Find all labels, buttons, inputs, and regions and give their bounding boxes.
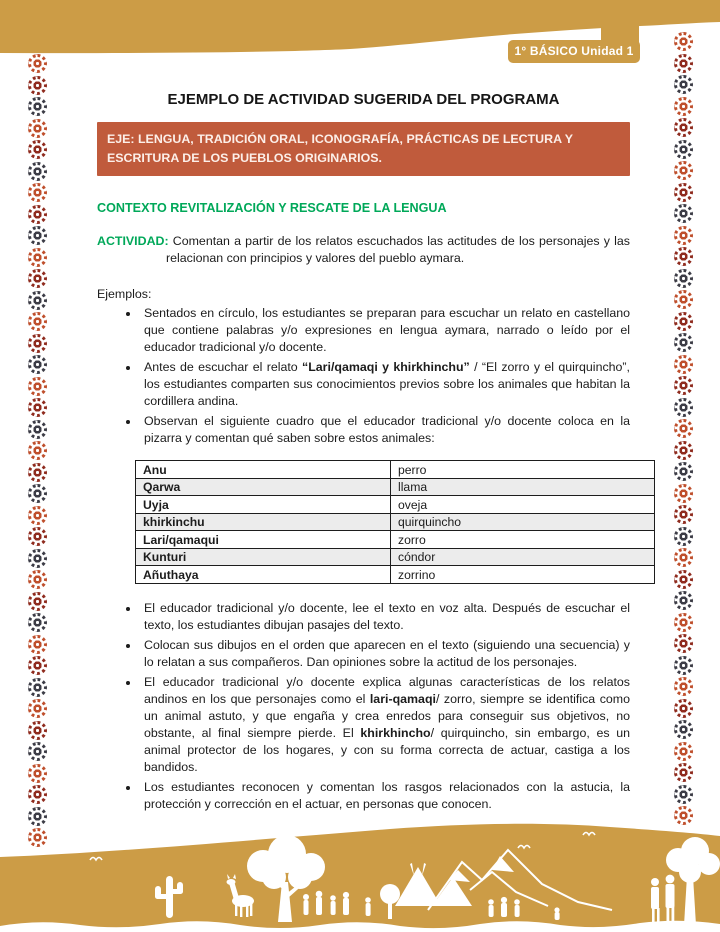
bullet-list-before-table bbox=[97, 305, 630, 447]
rosette-medallion-icon bbox=[674, 204, 693, 223]
aymara-word-cell: Anu bbox=[136, 461, 391, 479]
animal-row bbox=[136, 478, 655, 496]
spanish-word-cell: quirquincho bbox=[391, 513, 655, 531]
rosette-medallion-icon bbox=[674, 527, 693, 546]
bullet-item: • Observan el siguiente cuadro que el educador tradicional y/o docente coloca en la pizarra y comentan qué saben sobre estos animales: bbox=[140, 413, 630, 447]
rosette-medallion-icon bbox=[28, 463, 47, 482]
rosette-medallion-icon bbox=[28, 420, 47, 439]
rosette-medallion-icon bbox=[674, 54, 693, 73]
rosette-medallion-icon bbox=[674, 226, 693, 245]
rosette-medallion-icon bbox=[28, 656, 47, 675]
spanish-word-cell: oveja bbox=[391, 496, 655, 514]
bullet-item: • Antes de escuchar el relato “Lari/qamaqi y khirkhinchu” / “El zorro y el quirquincho”, los estudiantes comparten sus conocimientos previos sobre los animales que habitan la cordillera andina. bbox=[140, 359, 630, 410]
rosette-medallion-icon bbox=[28, 54, 47, 73]
rosette-medallion-icon bbox=[28, 377, 47, 396]
rosette-medallion-icon bbox=[28, 140, 47, 159]
animal-row bbox=[136, 461, 655, 479]
rosette-medallion-icon bbox=[28, 506, 47, 525]
rosette-medallion-icon bbox=[28, 183, 47, 202]
rosette-medallion-icon bbox=[28, 570, 47, 589]
rosette-medallion-icon bbox=[28, 355, 47, 374]
rosette-medallion-icon bbox=[674, 118, 693, 137]
rosette-medallion-icon bbox=[674, 548, 693, 567]
animal-row bbox=[136, 513, 655, 531]
rosette-medallion-icon bbox=[28, 119, 47, 138]
animal-row bbox=[136, 548, 655, 566]
bullet-item: • El educador tradicional y/o docente, lee el texto en voz alta. Después de escuchar el texto, los estudiantes dibujan pasajes del texto. bbox=[140, 600, 630, 634]
aymara-word-cell: khirkinchu bbox=[136, 513, 391, 531]
bullet-item: • Colocan sus dibujos en el orden que aparecen en el texto (siguiendo una secuencia) y lo relatan a sus compañeros. Dan opiniones sobre la actitud de los personajes. bbox=[140, 637, 630, 671]
rosette-medallion-icon bbox=[28, 635, 47, 654]
right-border-ornament bbox=[674, 32, 693, 825]
rosette-medallion-icon bbox=[674, 570, 693, 589]
rosette-medallion-icon bbox=[674, 32, 693, 51]
rosette-medallion-icon bbox=[28, 76, 47, 95]
animal-row bbox=[136, 531, 655, 549]
rosette-medallion-icon bbox=[28, 785, 47, 804]
rosette-medallion-icon bbox=[28, 162, 47, 181]
rosette-medallion-icon bbox=[28, 398, 47, 417]
rosette-medallion-icon bbox=[674, 484, 693, 503]
rosette-medallion-icon bbox=[674, 419, 693, 438]
rosette-medallion-icon bbox=[674, 97, 693, 116]
context-heading: CONTEXTO REVITALIZACIÓN Y RESCATE DE LA LENGUA bbox=[97, 201, 447, 216]
rosette-medallion-icon bbox=[674, 140, 693, 159]
animal-row bbox=[136, 566, 655, 584]
rosette-medallion-icon bbox=[28, 441, 47, 460]
rosette-medallion-icon bbox=[674, 613, 693, 632]
document-page bbox=[97, 0, 630, 816]
aymara-word-cell: Uyja bbox=[136, 496, 391, 514]
bullet-list-after-table bbox=[97, 600, 630, 813]
rosette-medallion-icon bbox=[28, 678, 47, 697]
rosette-medallion-icon bbox=[674, 462, 693, 481]
rosette-medallion-icon bbox=[28, 613, 47, 632]
rosette-medallion-icon bbox=[28, 312, 47, 331]
rosette-medallion-icon bbox=[674, 290, 693, 309]
rosette-medallion-icon bbox=[674, 785, 693, 804]
rosette-medallion-icon bbox=[674, 333, 693, 352]
rosette-medallion-icon bbox=[674, 656, 693, 675]
rosette-medallion-icon bbox=[674, 720, 693, 739]
rosette-medallion-icon bbox=[674, 505, 693, 524]
activity-label: ACTIVIDAD: bbox=[97, 234, 169, 249]
footer-landscape-art bbox=[0, 820, 720, 932]
rosette-medallion-icon bbox=[674, 742, 693, 761]
rosette-medallion-icon bbox=[28, 592, 47, 611]
activity-paragraph bbox=[97, 233, 630, 267]
footer-gold-band bbox=[0, 824, 720, 932]
activity-text: Comentan a partir de los relatos escuchados las actitudes de los personajes y las relacionan con principios y valores del pueblo aymara. bbox=[166, 234, 630, 266]
rosette-medallion-icon bbox=[674, 699, 693, 718]
rosette-medallion-icon bbox=[28, 527, 47, 546]
spanish-word-cell: llama bbox=[391, 478, 655, 496]
bullet-item: • El educador tradicional y/o docente explica algunas características de los relatos andinos en los que personajes como el lari-qamaqi/ zorro, siempre se identifica como un animal astuto, y que engaña y crea enredos para conseguir sus objetivos, no obstante, al final siempre pierde. El khirkhincho/ quirquincho, sin embargo, es un animal protector de los hogares, y con su forma correcta de actuar, castiga a los bandidos. bbox=[140, 674, 630, 776]
rosette-medallion-icon bbox=[674, 75, 693, 94]
spanish-word-cell: perro bbox=[391, 461, 655, 479]
spanish-word-cell: cóndor bbox=[391, 548, 655, 566]
aymara-word-cell: Añuthaya bbox=[136, 566, 391, 584]
rosette-medallion-icon bbox=[28, 742, 47, 761]
rosette-medallion-icon bbox=[674, 441, 693, 460]
animal-row bbox=[136, 496, 655, 514]
rosette-medallion-icon bbox=[674, 161, 693, 180]
rosette-medallion-icon bbox=[674, 591, 693, 610]
rosette-medallion-icon bbox=[674, 312, 693, 331]
bullet-item: • Sentados en círculo, los estudiantes se preparan para escuchar un relato en castellano que contiene palabras y/o expresiones en lengua aymara, narrado o leído por el educador tradicional y/o docente. bbox=[140, 305, 630, 356]
rosette-medallion-icon bbox=[674, 247, 693, 266]
rosette-medallion-icon bbox=[28, 97, 47, 116]
aymara-word-cell: Kunturi bbox=[136, 548, 391, 566]
eje-banner: EJE: LENGUA, TRADICIÓN ORAL, ICONOGRAFÍA, PRÁCTICAS DE LECTURA Y ESCRITURA DE LOS PUEBLOS ORIGINARIOS. bbox=[97, 122, 630, 176]
rosette-medallion-icon bbox=[28, 699, 47, 718]
unit-badge: 1° BÁSICO Unidad 1 bbox=[508, 40, 640, 63]
page-title: EJEMPLO DE ACTIVIDAD SUGERIDA DEL PROGRAMA bbox=[167, 91, 560, 108]
rosette-medallion-icon bbox=[28, 549, 47, 568]
left-border-ornament bbox=[28, 54, 47, 847]
rosette-medallion-icon bbox=[674, 269, 693, 288]
aymara-word-cell: Lari/qamaqui bbox=[136, 531, 391, 549]
spanish-word-cell: zorrino bbox=[391, 566, 655, 584]
rosette-medallion-icon bbox=[674, 763, 693, 782]
rosette-medallion-icon bbox=[674, 355, 693, 374]
animal-vocabulary-table bbox=[135, 460, 655, 584]
rosette-medallion-icon bbox=[28, 334, 47, 353]
rosette-medallion-icon bbox=[28, 721, 47, 740]
rosette-medallion-icon bbox=[674, 677, 693, 696]
rosette-medallion-icon bbox=[674, 398, 693, 417]
rosette-medallion-icon bbox=[674, 183, 693, 202]
rosette-medallion-icon bbox=[28, 248, 47, 267]
rosette-medallion-icon bbox=[28, 484, 47, 503]
rosette-medallion-icon bbox=[674, 376, 693, 395]
rosette-medallion-icon bbox=[28, 205, 47, 224]
rosette-medallion-icon bbox=[28, 269, 47, 288]
rosette-medallion-icon bbox=[28, 226, 47, 245]
rosette-medallion-icon bbox=[28, 764, 47, 783]
bullet-item: • Los estudiantes reconocen y comentan los rasgos relacionados con la astucia, la protección y corrección en el actuar, en personas que conocen. bbox=[140, 779, 630, 813]
rosette-medallion-icon bbox=[28, 291, 47, 310]
aymara-word-cell: Qarwa bbox=[136, 478, 391, 496]
spanish-word-cell: zorro bbox=[391, 531, 655, 549]
rosette-medallion-icon bbox=[674, 634, 693, 653]
examples-label: Ejemplos: bbox=[97, 287, 152, 302]
